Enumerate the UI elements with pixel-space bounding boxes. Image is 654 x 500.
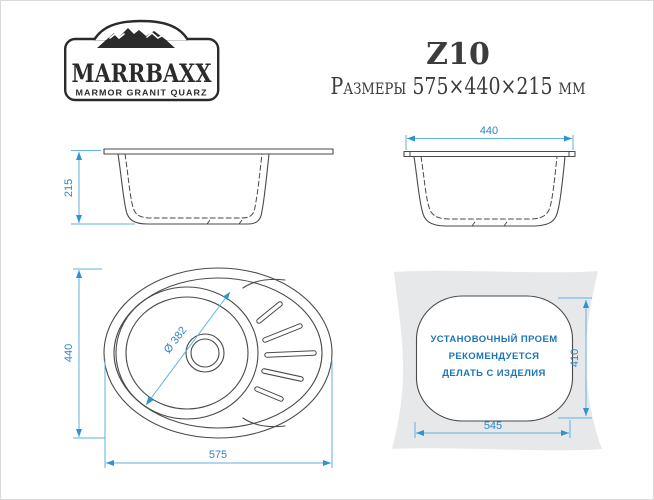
technical-drawing-canvas [1, 1, 654, 500]
length-dimension-label: 575 [208, 449, 228, 461]
drain-outer-circle [186, 334, 224, 372]
bowl-outer-profile [414, 157, 565, 227]
overall-dimensions-title: Размеры 575×440×215 мм [330, 74, 586, 100]
cutout-note-line3: ДЕЛАТЬ С ИЗДЕЛИЯ [442, 368, 546, 379]
rib-fill [265, 326, 300, 340]
width-dimension-label: 440 [479, 125, 499, 137]
drain-marks [207, 220, 242, 224]
sink-rim-profile [404, 152, 575, 157]
cutout-height-label: 410 [569, 348, 581, 368]
bowl-inner-profile-hidden [125, 154, 262, 218]
bowl-inner-circle [126, 297, 248, 409]
depth-extension-lines [73, 269, 105, 438]
model-title: Z10 [426, 37, 490, 72]
bowl-outer-circle [116, 287, 258, 419]
plan-view [63, 268, 332, 468]
rib-fill [257, 389, 281, 399]
installation-cutout-diagram [392, 271, 602, 451]
cutout-note-line1: УСТАНОВОЧНЫЙ ПРОЕМ [430, 334, 558, 345]
side-section-view [404, 125, 575, 226]
front-section-view [63, 149, 333, 224]
bowl-diameter-label: Ø 382 [161, 324, 190, 356]
rib-fill [259, 304, 280, 321]
depth-dimension-label: 440 [63, 343, 75, 363]
width-extension-lines [406, 135, 573, 150]
cutout-width-label: 545 [483, 420, 503, 432]
brand-logo [65, 21, 218, 100]
drain-marks [472, 222, 507, 226]
drain-inner-circle [191, 339, 219, 367]
bowl-inner-profile-hidden [421, 157, 557, 220]
height-extension-lines [71, 151, 135, 225]
sink-rim-profile [104, 149, 333, 154]
logo-brand-text: MARRBAXX [71, 59, 212, 88]
height-dimension-label: 215 [63, 178, 75, 198]
rib-fill [267, 353, 314, 355]
bowl-diameter-dimension-line [146, 292, 230, 405]
bowl-outer-profile [118, 154, 269, 224]
drainboard-ribs [257, 304, 314, 399]
logo-tagline-text: MARMOR GRANIT QUARZ [75, 87, 208, 98]
cutout-note-line2: РЕКОМЕНДУЕТСЯ [448, 351, 540, 362]
